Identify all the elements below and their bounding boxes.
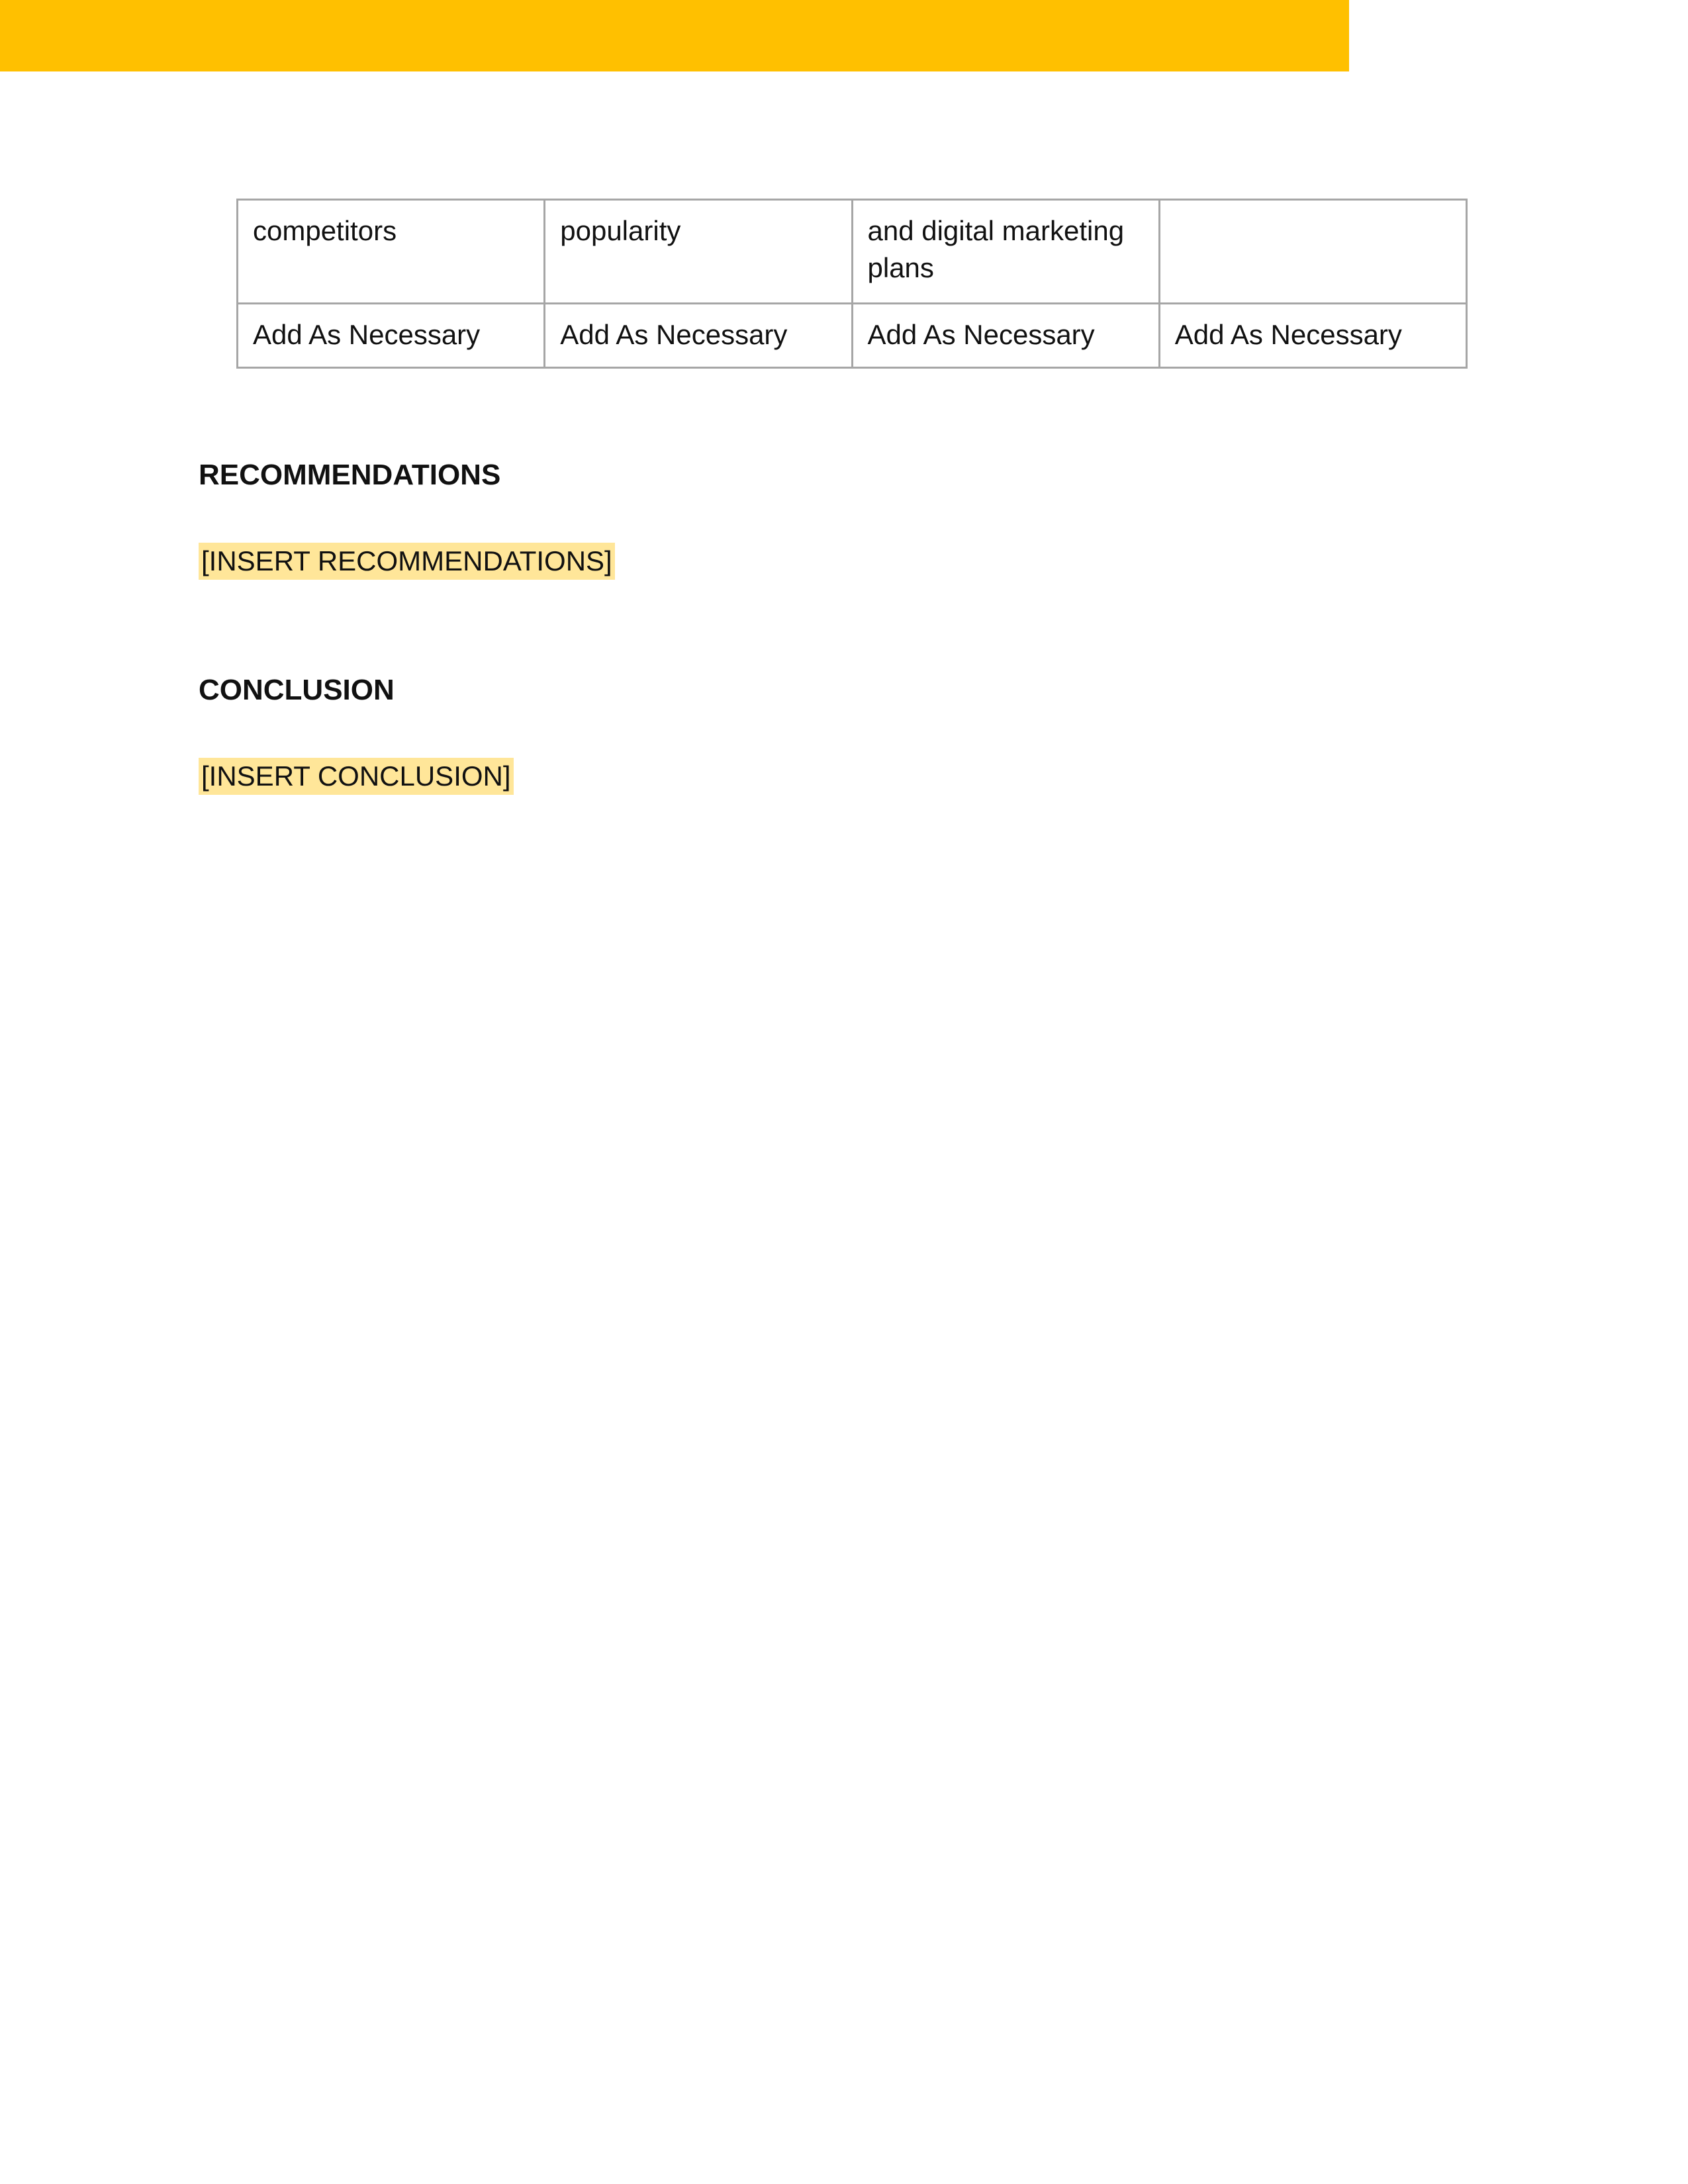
recommendations-heading: RECOMMENDATIONS: [199, 459, 501, 491]
table-row: [238, 304, 1467, 368]
table-cell: and digital marketing plans: [852, 200, 1159, 304]
table-cell: competitors: [238, 200, 545, 304]
header-accent-bar: [0, 0, 1349, 71]
table-cell: popularity: [545, 200, 852, 304]
conclusion-heading: CONCLUSION: [199, 674, 395, 706]
table-cell: Add As Necessary: [852, 304, 1159, 368]
table-cell: Add As Necessary: [1159, 304, 1466, 368]
table-cell: Add As Necessary: [238, 304, 545, 368]
table-cell: [1159, 200, 1466, 304]
competitor-table: [236, 199, 1468, 369]
recommendations-placeholder[interactable]: [INSERT RECOMMENDATIONS]: [199, 543, 615, 580]
table-row: [238, 200, 1467, 304]
table-cell: Add As Necessary: [545, 304, 852, 368]
conclusion-placeholder[interactable]: [INSERT CONCLUSION]: [199, 758, 514, 795]
